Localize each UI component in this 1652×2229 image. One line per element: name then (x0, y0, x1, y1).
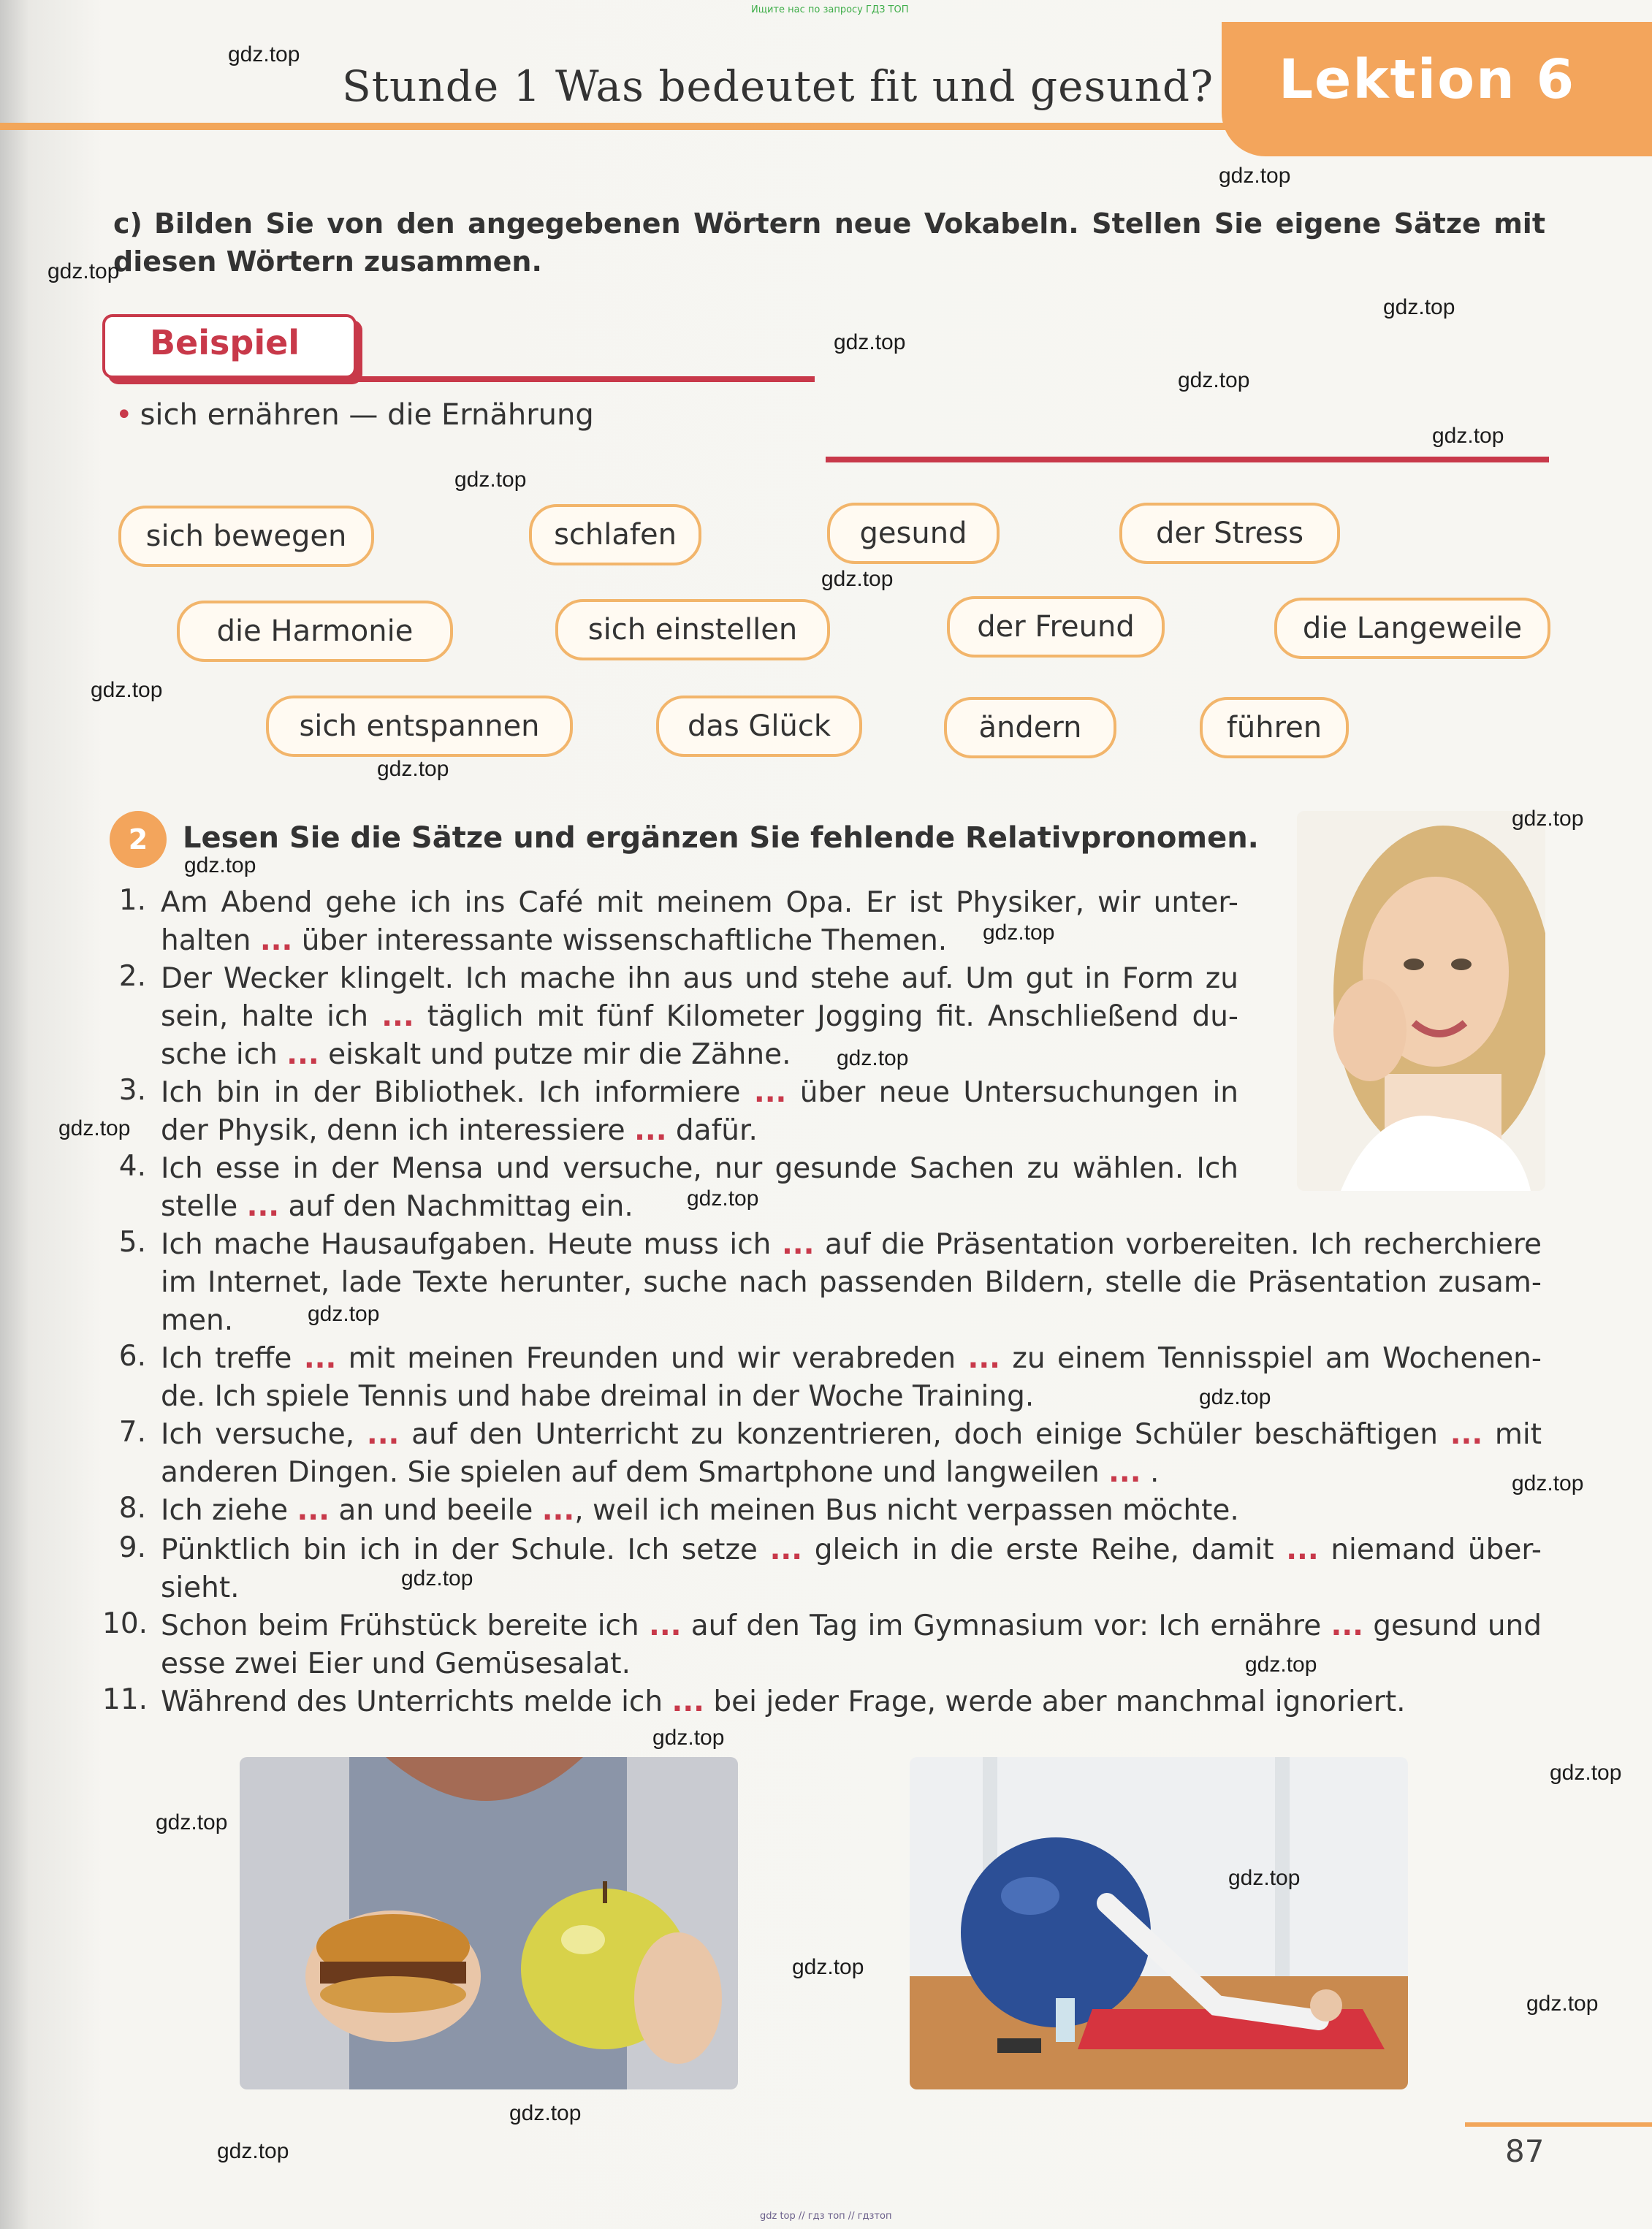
sentence-line: Pünktlich bin ich in der Schule. Ich setze ... gleich in die erste Reihe, damit ... niemand über- (161, 1533, 1542, 1566)
bullet-icon: • (115, 398, 133, 432)
watermark: gdz.top (1550, 1761, 1622, 1785)
word-box: sich bewegen (118, 506, 374, 567)
sentence-line: Schon beim Frühstück bereite ich ... auf den Tag im Gymnasium vor: Ich ernähre ... gesund und (161, 1609, 1542, 1642)
word-box: führen (1200, 697, 1349, 758)
blank-dots: ... (1331, 1609, 1363, 1642)
watermark: gdz.top (217, 2139, 289, 2163)
page-title: Stunde 1 Was bedeutet fit und gesund? (342, 61, 1214, 111)
beispiel-example (115, 398, 594, 432)
blank-dots: ... (259, 924, 293, 957)
sentence-line: Am Abend gehe ich ins Café mit meinem Opa. Er ist Physiker, wir unter- (161, 886, 1238, 919)
page-number-line (1465, 2122, 1652, 2127)
watermark: gdz.top (1432, 424, 1504, 448)
watermark: gdz.top (509, 2101, 582, 2125)
blank-dots: ... (967, 1342, 1000, 1375)
blank-dots: ... (541, 1494, 575, 1527)
blank-dots: ... (366, 1418, 400, 1451)
word-box: sich einstellen (555, 599, 830, 660)
word-box: sich entspannen (266, 696, 573, 757)
sentence-line: Ich versuche, ... auf den Unterricht zu konzentrieren, doch einige Schüler beschäftigen ... mit (161, 1418, 1542, 1451)
watermark: gdz.top (1199, 1385, 1271, 1409)
lektion-label: Lektion 6 (1279, 48, 1576, 111)
task-c-label: c) (113, 207, 142, 240)
blank-dots: ... (753, 1076, 787, 1109)
watermark: gdz.top (1219, 164, 1291, 188)
sentence-number: 11. (102, 1683, 148, 1716)
watermark: gdz.top (1178, 368, 1250, 392)
watermark: gdz.top (401, 1566, 473, 1590)
watermark: gdz.top (837, 1046, 909, 1070)
sentence-number: 1. (118, 884, 146, 917)
example-text: sich ernähren — die Ernährung (140, 398, 594, 432)
word-box: der Freund (947, 596, 1165, 658)
blank-dots: ... (649, 1609, 682, 1642)
sentence-line: esse zwei Eier und Gemüsesalat. (161, 1647, 631, 1680)
exercise-title: Lesen Sie die Sätze und ergänzen Sie fehlende Relativpronomen. (183, 821, 1259, 855)
watermark: gdz.top (1526, 1992, 1599, 2016)
word-box: der Stress (1119, 503, 1340, 564)
watermark: gdz.top (1245, 1653, 1317, 1677)
watermark: gdz.top (47, 259, 120, 283)
sentence-number: 6. (118, 1340, 146, 1373)
watermark: gdz.top (983, 921, 1055, 945)
sentence-number: 2. (118, 960, 146, 993)
sentence-line: halten ... über interessante wissenschaftliche Themen. (161, 924, 948, 957)
watermark: gdz.top (1512, 1471, 1584, 1495)
sentence-line: Ich ziehe ... an und beeile ..., weil ich meinen Bus nicht verpassen möchte. (161, 1494, 1239, 1527)
blank-dots: ... (634, 1114, 667, 1147)
sentence-line: Ich mache Hausaufgaben. Heute muss ich ... auf die Präsentation vorbereiten. Ich recherchiere (161, 1228, 1542, 1261)
blank-dots: ... (303, 1342, 337, 1375)
watermark: gdz.top (687, 1186, 759, 1211)
sentence-line: Ich treffe ... mit meinen Freunden und wir verabreden ... zu einem Tennisspiel am Wochenen- (161, 1342, 1542, 1375)
sentence-line: im Internet, lade Texte herunter, suche nach passenden Bildern, stelle die Präsentation zusam- (161, 1266, 1542, 1299)
blank-dots: ... (1450, 1418, 1483, 1451)
word-box: schlafen (529, 504, 701, 565)
watermark: gdz.top (1512, 807, 1584, 831)
sentence-line: der Physik, denn ich interessiere ... dafür. (161, 1114, 758, 1147)
section-divider (826, 457, 1549, 462)
watermark: gdz.top (58, 1116, 131, 1140)
watermark: gdz.top (156, 1810, 228, 1834)
sentence-line: Ich esse in der Mensa und versuche, nur gesunde Sachen zu wählen. Ich (161, 1152, 1238, 1185)
task-c-instruction (113, 205, 1545, 281)
sentence-number: 7. (118, 1416, 146, 1449)
sentence-line: sein, halte ich ... täglich mit fünf Kilometer Jogging fit. Anschließend du- (161, 1000, 1239, 1033)
beispiel-underline (351, 376, 815, 382)
sentence-line: men. (161, 1304, 234, 1337)
word-box: das Glück (656, 696, 862, 757)
sentence-line: stelle ... auf den Nachmittag ein. (161, 1190, 633, 1223)
page-number: 87 (1505, 2133, 1545, 2169)
watermark: gdz.top (792, 1955, 864, 1979)
girl-smiling-photo (1297, 811, 1545, 1191)
sentence-line: Der Wecker klingelt. Ich mache ihn aus und stehe auf. Um gut in Form zu (161, 962, 1238, 995)
watermark: gdz.top (184, 853, 256, 877)
sentence-line: anderen Dingen. Sie spielen auf dem Smartphone und langweilen ... . (161, 1456, 1160, 1489)
sentence-number: 10. (102, 1607, 148, 1640)
watermark: gdz.top (454, 468, 527, 492)
bottom-note: gdz top // гдз топ // гдзтоп (760, 2211, 892, 2222)
word-box: die Langeweile (1274, 598, 1550, 659)
sentence-line: Ich bin in der Bibliothek. Ich informiere ... über neue Untersuchungen in (161, 1076, 1238, 1109)
sentence-line: sieht. (161, 1571, 240, 1604)
sentence-number: 3. (118, 1074, 146, 1107)
sentence-number: 5. (118, 1226, 146, 1259)
sentence-line: de. Ich spiele Tennis und habe dreimal in der Woche Training. (161, 1380, 1035, 1413)
watermark: gdz.top (308, 1302, 380, 1326)
top-note: Ищите нас по запросу ГДЗ ТОП (751, 4, 909, 15)
word-box: gesund (827, 503, 1000, 564)
word-box: ändern (944, 697, 1116, 758)
sentence-number: 9. (118, 1531, 146, 1564)
watermark: gdz.top (821, 567, 894, 591)
sentence-line: Während des Unterrichts melde ich ... bei jeder Frage, werde aber manchmal ignoriert. (161, 1685, 1406, 1718)
blank-dots: ... (381, 1000, 414, 1033)
burger-apple-photo (240, 1757, 738, 2089)
sentence-number: 4. (118, 1150, 146, 1183)
exercise-number-badge: 2 (110, 811, 167, 868)
watermark: gdz.top (1228, 1866, 1301, 1890)
watermark: gdz.top (1383, 295, 1455, 319)
blank-dots: ... (781, 1228, 815, 1261)
blank-dots: ... (246, 1190, 280, 1223)
watermark: gdz.top (834, 330, 906, 354)
watermark: gdz.top (228, 42, 300, 66)
header-divider (0, 123, 1235, 130)
sentence-line: sche ich ... eiskalt und putze mir die Zähne. (161, 1038, 791, 1071)
blank-dots: ... (671, 1685, 704, 1718)
task-c-text: Bilden Sie von den angegebenen Wörtern neue Vokabeln. Stellen Sie eigene Sätze mit diesen Wörtern zusammen. (113, 207, 1545, 278)
word-box: die Harmonie (177, 601, 453, 662)
fitness-ball-photo (910, 1757, 1408, 2089)
blank-dots: ... (1108, 1456, 1141, 1489)
sentence-number: 8. (118, 1492, 146, 1525)
blank-dots: ... (286, 1038, 319, 1071)
watermark: gdz.top (652, 1726, 725, 1750)
watermark: gdz.top (377, 757, 449, 781)
beispiel-label: Beispiel (150, 323, 300, 362)
blank-dots: ... (297, 1494, 330, 1527)
blank-dots: ... (769, 1533, 803, 1566)
watermark: gdz.top (91, 678, 163, 702)
blank-dots: ... (1286, 1533, 1319, 1566)
